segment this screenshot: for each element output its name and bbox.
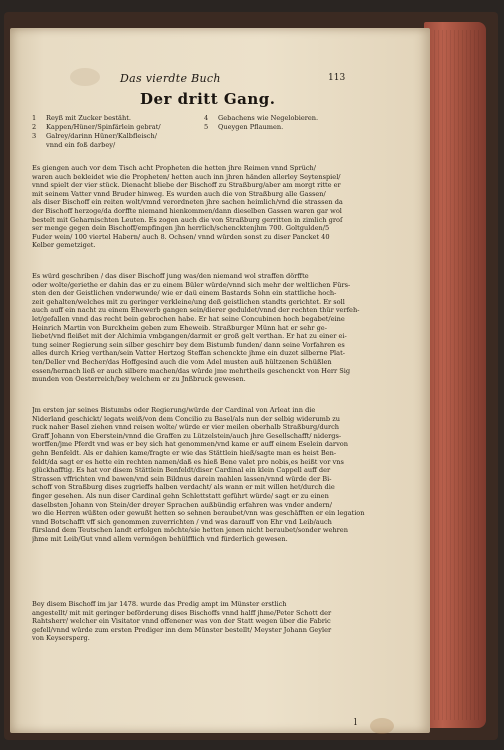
paragraph-1	[32, 164, 410, 250]
menu-item	[204, 123, 404, 132]
menu-column-left	[32, 114, 202, 150]
menu-column-right	[204, 114, 404, 132]
menu-item	[32, 132, 202, 141]
menu-item	[32, 114, 202, 123]
menu-text: Gebachens wie Negelobieren.	[218, 114, 319, 122]
text-line: oder wolte/geriethe er dahin das er zu einem Büler würde/vnnd sich mehr der weltlichen Fürs-	[32, 280, 351, 289]
menu-number: 1	[32, 114, 37, 122]
text-line: gefell/vnnd würde zum ersten Prediger inn dem Münster bestellt/ Meyster Johann Geyler	[32, 625, 332, 634]
text-line: zeit gehalten/welches mit zu geringer verkleine/ung deß geistlichen standts gerichtet. Er soll	[32, 297, 345, 306]
text-line: schoff von Straßburg dises zugrieffs halben verdacht/ als wann er mit willen het/durch die	[32, 483, 335, 492]
text-line: Jm ersten jar seines Bistumbs oder Regierung/würde der Cardinal von Arleat inn die	[32, 406, 316, 414]
text-line: auch auff ein nacht zu einem Ehewerb gangen sein/dierer geduldet/vnnd der rechten thür verfeh-	[32, 306, 360, 315]
text-line: sten den der Geistlichen vnderwunde/ wie er daü einem Bastards Sohn ein stattliche hoch-	[32, 289, 337, 298]
paper-stain	[370, 718, 394, 734]
menu-number: 5	[204, 123, 209, 131]
text-line: Graff Johann von Eberstein/vnnd die Graffen zu Lützelstein/auch jhre Gesellschafft/ nidergs-	[32, 431, 342, 440]
text-line: alles durch Krieg verthan/sein Vatter Hertzog Steffan schenckte jhme ein duzet silberne Plat-	[32, 349, 345, 358]
section-heading: Der dritt Gang.	[140, 90, 276, 108]
text-line: waren auch bekleidet wie die Propheten/ hetten auch inn jhren händen allerley Seytenspiel/	[32, 172, 341, 181]
menu-item	[32, 123, 202, 132]
text-line: mit seinem Vatter vnnd Bruder hinweg. Es wurden auch die von Straßburg alle Gassen/	[32, 189, 326, 198]
text-line: wo die Herren wüßten oder gewußt hetten so sehnen beraubet/vnn was geschäfften er ein legation	[32, 509, 365, 518]
menu-text: Galrey/darinn Hüner/Kalbfleisch/	[46, 132, 157, 140]
text-line: ten/Deller vnd Becher/das Hoffgesind auch die vom Adel musten auß hültzenen Schüßlen	[32, 357, 332, 366]
text-line: feldt/da sagt er es hette ein rechten namen/daß es hieß Bene valet pro nobis,es heißt vor vns	[32, 457, 344, 466]
menu-text: Kappen/Hüner/Spinfärlein gebrat/	[46, 123, 161, 131]
text-line: tung seiner Regierung sein silber geschirr bey dem Bistumb funden/ dann seine Vorfahren es	[32, 340, 345, 349]
text-line: munden von Oesterreich/bey welchem er zu Jnßbruck gewesen.	[32, 375, 246, 384]
running-head: Das vierdte Buch	[120, 72, 221, 85]
menu-item	[204, 114, 404, 123]
text-line: Niderland geschickt/ legats weiß/von dem Concilio zu Basel/als nun der selbig widerumb zu	[32, 414, 340, 423]
menu-number: 4	[204, 114, 209, 122]
menu-number: 2	[32, 123, 37, 131]
text-line: jhme mit Leib/Gut vnnd allem vermögen behülfflich vnd fürderlich gewesen.	[32, 534, 288, 543]
text-line: Es giengen auch vor dem Tisch acht Propheten die hetten jhre Reimen vnnd Sprüch/	[32, 164, 316, 172]
text-line: let/gefallen vnnd das recht bein gebrochen habe. Er hat seine Concubinen hoch begabet/eine	[32, 314, 345, 323]
text-line: von Keysersperg.	[32, 634, 90, 643]
text-line: als diser Bischoff ein reiten wolt/vmnd verordneten jhre sachen heimlich/vnd die strassen da	[32, 198, 343, 207]
text-line: Rahtsherr/ welcher ein Visitator vnnd offenener was von der Statt wegen über die Fabric	[32, 617, 331, 626]
text-line: Kelber gemetziget.	[32, 241, 96, 250]
text-line: fürsland dem Teutschen landt erfolgen möchte/sie hetten jenen nicht beraubet/sonder wehren	[32, 526, 348, 535]
text-line: Strassen vffrichten vnd bawen/vnd sein Bildnus darein mahlen lassen/vnnd würde der Bi-	[32, 474, 332, 483]
menu-text: Reyß mit Zucker bestäht.	[46, 114, 131, 122]
text-line: Fuder wein/ 100 viertel Habern/ auch 8. Ochsen/ vnnd würden sonst zu diser Pancket 40	[32, 232, 330, 241]
text-line: daselbsten Johann von Stein/der dreyer Sprachen außbündig erfahren was vnder andern/	[32, 500, 332, 509]
page-number: 113	[328, 73, 346, 83]
text-line: angestellt/ mit mit geringer beförderung dises Bischoffs vnnd halff jhme/Peter Schott der	[32, 608, 332, 617]
text-line: vnnd spielt der vier stück. Dienacht bliebe der Bischoff zu Straßburg/aber am morgt ritte er	[32, 181, 341, 190]
paragraph-3	[32, 406, 410, 544]
paragraph-4	[32, 600, 410, 643]
text-line: der Bischoff herzoge/da dorffte niemand hienkommen/dann dieselben Gassen waren gar wol	[32, 206, 342, 215]
menu-text: Queygen Pflaumen.	[218, 123, 284, 131]
text-line: finger gesehen. Als nun diser Cardinal gehn Schlettstatt geführt würde/ sagt er zu einen	[32, 491, 329, 500]
text-line: essen/hernach ließ er auch silbere machen/das würde jme mehrtheils geschenckt von Herr Sig	[32, 366, 351, 375]
text-line: glückhafftig. Es hat vor disem Stättlein Benfeldt/diser Cardinal ein klein Cappell auff der	[32, 466, 331, 475]
text-line: gehn Benfeldt. Als er dahien kame/fragte er wie das Stättlein hieß/sagte man es heist Ben-	[32, 448, 337, 457]
page-edge-texture	[434, 30, 480, 720]
paper-stain	[70, 68, 100, 86]
text-line: Bey disem Bischoff im jar 1478. wurde das Predig ampt im Münster erstlich	[32, 600, 287, 608]
book-page	[10, 28, 430, 733]
menu-text: vnnd ein foß darbey/	[46, 141, 116, 149]
text-line: Heinrich Martin von Burckheim geben zum Eheweib. Straßburger Münn hat er sehr ge-	[32, 323, 327, 332]
text-line: ruck naher Basel ziehen vnnd reisen wolte/ würde er vier meilen oberhalb Straßburg/durch	[32, 423, 340, 432]
text-line: ser menge gegen dein Bischoff/empfingen jhn herrlich/schencktenjhm 700. Goltgulden/5	[32, 224, 330, 233]
text-line: vnnd Botschafft vff sich genommen zuverrichten / vnd was darauff von Ehr vnd Leib/auch	[32, 517, 332, 526]
text-line: bestelt mit Geharnischten Leuten. Es zogen auch die von Straßburg gerritten in zimlich groſ	[32, 215, 343, 224]
text-line: worffen/jme Pferdt vnd was er bey sich hat genommen/vnd kame er auff einem Eselein darvon	[32, 440, 349, 449]
text-line: liebet/vnd fleißet mit der Alchimia vmbgangen/darmit er groß gelt verthan. Er hat zu einer ei-	[32, 332, 347, 341]
signature-mark: l	[354, 718, 357, 728]
menu-item	[32, 141, 202, 150]
paragraph-2	[32, 272, 410, 384]
text-line: Es würd geschriben / das diser Bischoff jung was/den niemand wol straffen dörffte	[32, 272, 309, 280]
menu-number: 3	[32, 132, 37, 140]
